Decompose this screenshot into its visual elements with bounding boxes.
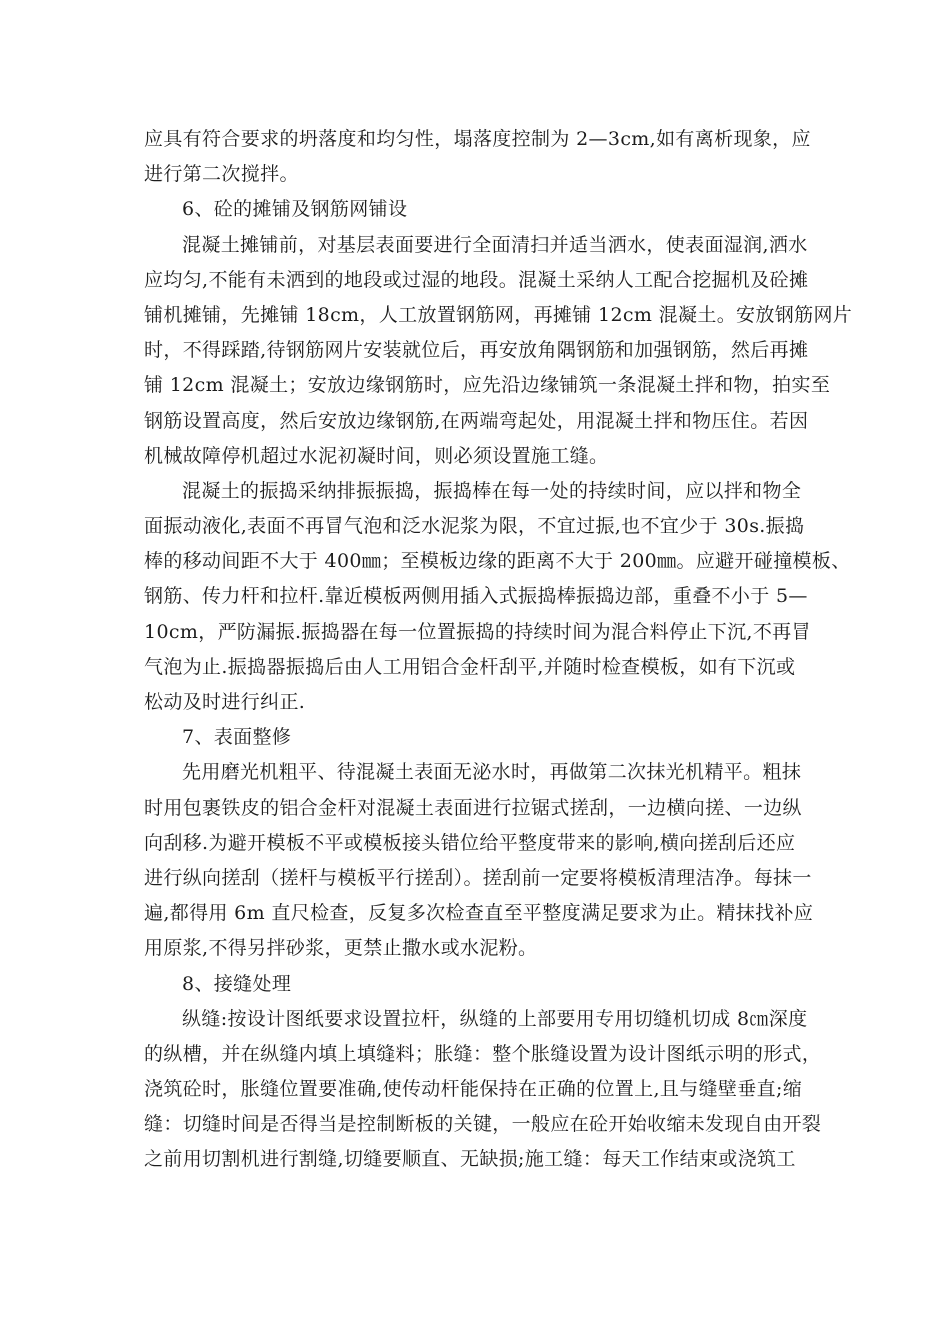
text-line: 应均匀,不能有未洒到的地段或过湿的地段。混凝土采纳人工配合挖掘机及砼摊 <box>144 268 809 291</box>
text-line: 浇筑砼时，胀缝位置要准确,使传动杆能保持在正确的位置上,且与缝壁垂直;缩 <box>144 1078 803 1101</box>
text-line: 6、砼的摊铺及钢筋网铺设 <box>182 198 408 221</box>
text-line: 进行第二次搅拌。 <box>144 163 299 186</box>
text-line: 10cm，严防漏振.振捣器在每一位置振捣的持续时间为混合料停止下沉,不再冒 <box>144 620 811 643</box>
text-line: 棒的移动间距不大于 400㎜；至模板边缘的距离不大于 200㎜。应避开碰撞模板、 <box>144 550 851 573</box>
text-line: 钢筋设置高度，然后安放边缘钢筋,在两端弯起处，用混凝土拌和物压住。若因 <box>144 409 809 432</box>
text-line: 时，不得踩踏,待钢筋网片安装就位后，再安放角隅钢筋和加强钢筋，然后再摊 <box>144 339 809 362</box>
text-line: 气泡为止.振捣器振捣后由人工用铝合金杆刮平,并随时检查模板，如有下沉或 <box>144 655 796 678</box>
text-line: 钢筋、传力杆和拉杆.靠近模板两侧用插入式振捣棒振捣边部，重叠不小于 5— <box>144 585 808 608</box>
text-line: 先用磨光机粗平、待混凝土表面无泌水时，再做第二次抹光机精平。粗抹 <box>182 761 802 784</box>
text-line: 时用包裹铁皮的铝合金杆对混凝土表面进行拉锯式搓刮，一边横向搓、一边纵 <box>144 796 802 819</box>
text-line: 用原浆,不得另拌砂浆，更禁止撒水或水泥粉。 <box>144 937 538 960</box>
text-line: 8、接缝处理 <box>182 972 292 995</box>
text-line: 之前用切割机进行割缝,切缝要顺直、无缺损;施工缝：每天工作结束或浇筑工 <box>144 1148 796 1171</box>
text-line: 松动及时进行纠正. <box>144 691 306 713</box>
text-line: 面振动液化,表面不再冒气泡和泛水泥浆为限，不宜过振,也不宜少于 30s.振捣 <box>144 515 805 538</box>
text-line: 7、表面整修 <box>182 726 292 749</box>
text-line: 铺 12cm 混凝土；安放边缘钢筋时，应先沿边缘铺筑一条混凝土拌和物，拍实至 <box>144 374 831 397</box>
text-line: 纵缝:按设计图纸要求设置拉杆，纵缝的上部要用专用切缝机切成 8㎝深度 <box>182 1007 808 1030</box>
document-body <box>144 122 853 1178</box>
text-line: 混凝土摊铺前，对基层表面要进行全面清扫并适当洒水，使表面湿润,洒水 <box>182 233 808 256</box>
text-line: 铺机摊铺，先摊铺 18cm，人工放置钢筋网，再摊铺 12cm 混凝土。安放钢筋网片 <box>144 303 853 326</box>
text-line: 缝：切缝时间是否得当是控制断板的关键，一般应在砼开始收缩未发现自由开裂 <box>144 1113 822 1136</box>
text-line: 的纵槽，并在纵缝内填上填缝料；胀缝：整个胀缝设置为设计图纸示明的形式， <box>144 1042 822 1065</box>
text-line: 遍,都得用 6m 直尺检查，反复多次检查直至平整度满足要求为止。精抹找补应 <box>144 902 814 925</box>
text-line: 应具有符合要求的坍落度和均匀性，塌落度控制为 2—3cm,如有离析现象，应 <box>144 128 811 150</box>
text-line: 向刮移.为避开模板不平或模板接头错位给平整度带来的影响,横向搓刮后还应 <box>144 831 796 854</box>
text-line: 混凝土的振捣采纳排振振捣，振捣棒在每一处的持续时间，应以拌和物全 <box>182 479 802 502</box>
text-line: 进行纵向搓刮（搓杆与模板平行搓刮）。搓刮前一定要将模板清理洁净。每抹一 <box>144 866 812 889</box>
text-line: 机械故障停机超过水泥初凝时间，则必须设置施工缝。 <box>144 444 609 467</box>
